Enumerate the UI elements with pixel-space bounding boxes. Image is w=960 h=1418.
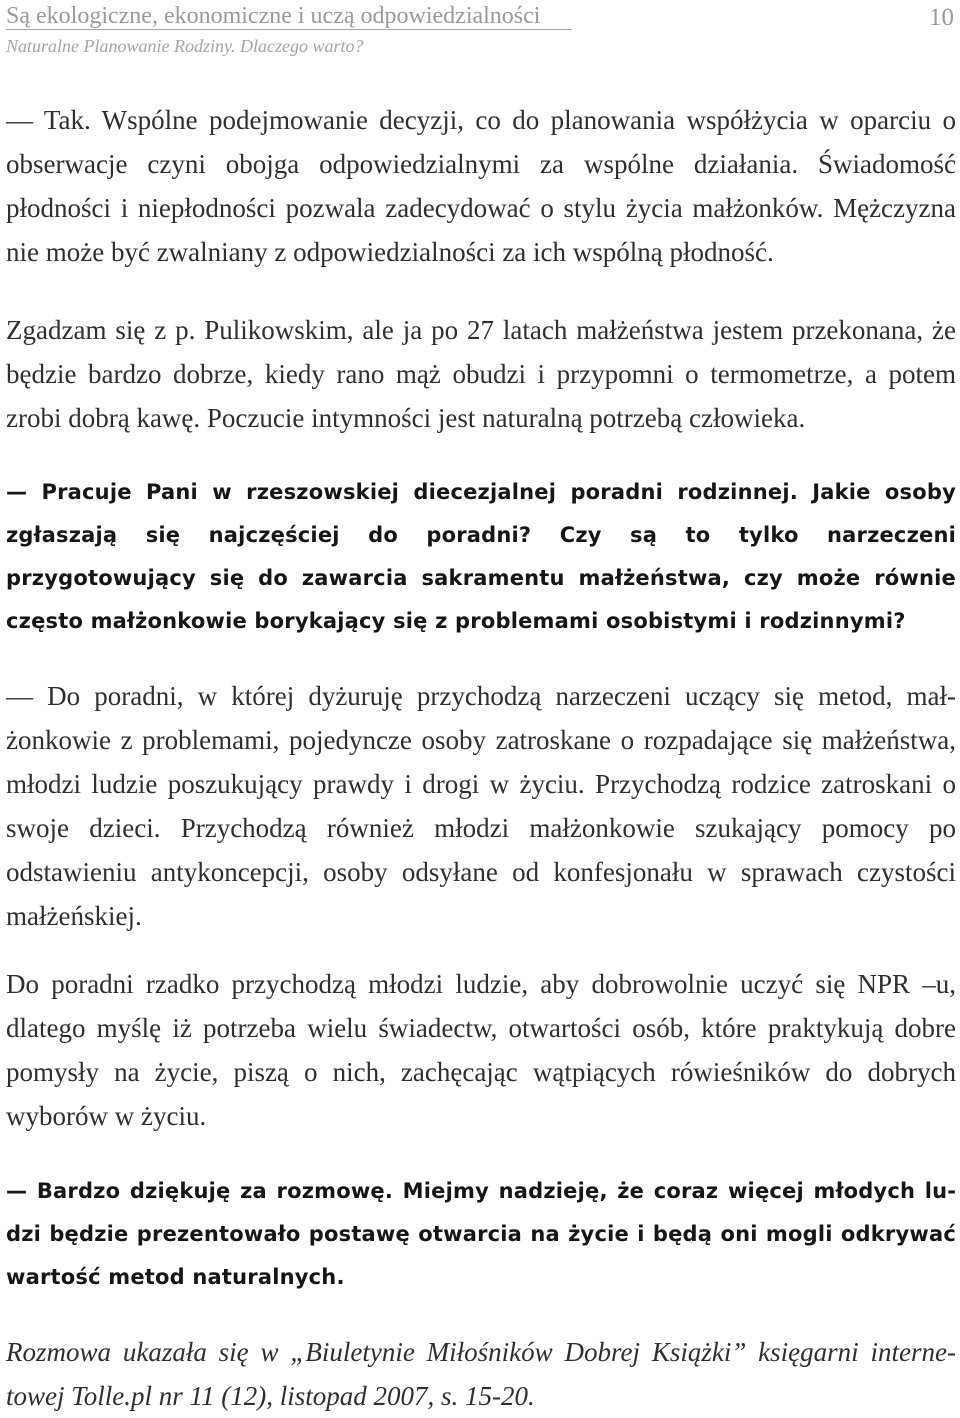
header-rule — [6, 29, 572, 30]
question-text: — Bardzo dziękuję za rozmowę. Miejmy nadzieję, że coraz więcej młodych ludzi będzie prezentowało postawę otwarcia na życie i będą oni mogli odkrywać wartość metod naturalnych. — [6, 1179, 956, 1289]
source-text: Rozmowa ukazała się w „Biuletynie Miłośników Dobrej Książki” księgarni internetowej Tolle.pl nr 11 (12), listopad 2007, s. 15-20. — [6, 1337, 956, 1411]
answer-text: Zgadzam się z p. Pulikowskim, ale ja po 27 latach małżeństwa jestem przekonana, że będzie bardzo dobrze, kiedy rano mąż obudzi i przypomni o termometrze, a potem zrobi dobrą kawę. Poczucie intymności jest naturalną potrzebą człowieka. — [6, 315, 956, 433]
page-number: 10 — [929, 4, 954, 31]
header-title: Są ekologiczne, ekonomiczne i uczą odpowiedzialności — [6, 3, 541, 29]
answer-text: Do poradni rzadko przychodzą młodzi ludzie, aby dobrowolnie uczyć się NPR –u, dlatego myślę iż potrzeba wielu świadectw, otwartości osób, które praktykują dobre pomysły na życie, piszą o nich, zachęcając wątpiących rówieśników do dobrych wyborów w życiu. — [6, 969, 956, 1131]
running-header — [6, 2, 956, 62]
question-text: — Pracuje Pani w rzeszowskiej diecezjalnej poradni rodzinnej. Jakie osoby zgłaszają się najczęściej do poradni? Czy są to tylko narzeczeni przygotowujący się do zawarcia sakramentu małżeństwa, czy może równie często małżonkowie borykający się z problemami osobistymi i rodzinnymi? — [6, 480, 956, 633]
answer-text: — Do poradni, w której dyżuruję przychodzą narzeczeni uczący się metod, małżonkowie z problemami, pojedyncze osoby zatroskane o rozpadające się małżeństwa, młodzi ludzie poszukujący prawdy i drogi w życiu. Przychodzą rodzice zatroskani o swoje dzieci. Przychodzą również młodzi małżonkowie szukający pomocy po odstawieniu antykoncepcji, osoby odsyłane od konfesjonału w sprawach czystości małżeńskiej. — [6, 681, 956, 931]
answer-paragraph-3 — [6, 674, 956, 938]
answer-paragraph-2 — [6, 308, 956, 440]
header-subtitle: Naturalne Planowanie Rodziny. Dlaczego warto? — [6, 36, 364, 56]
source-note — [6, 1330, 956, 1418]
answer-text: — Tak. Wspólne podejmowanie decyzji, co do planowania współżycia w oparciu o obserwacje czyni obojga odpowiedzialnymi za wspólne działania. Świadomość płodności i niepłodności pozwala zadecydować o stylu życia małżonków. Mężczyzna nie może być zwalniany z odpowiedzialności za ich wspólną płodność. — [6, 105, 956, 267]
interview-question-1 — [6, 471, 956, 643]
answer-paragraph-1 — [6, 98, 956, 274]
interview-question-2 — [6, 1170, 956, 1299]
answer-paragraph-4 — [6, 962, 956, 1138]
